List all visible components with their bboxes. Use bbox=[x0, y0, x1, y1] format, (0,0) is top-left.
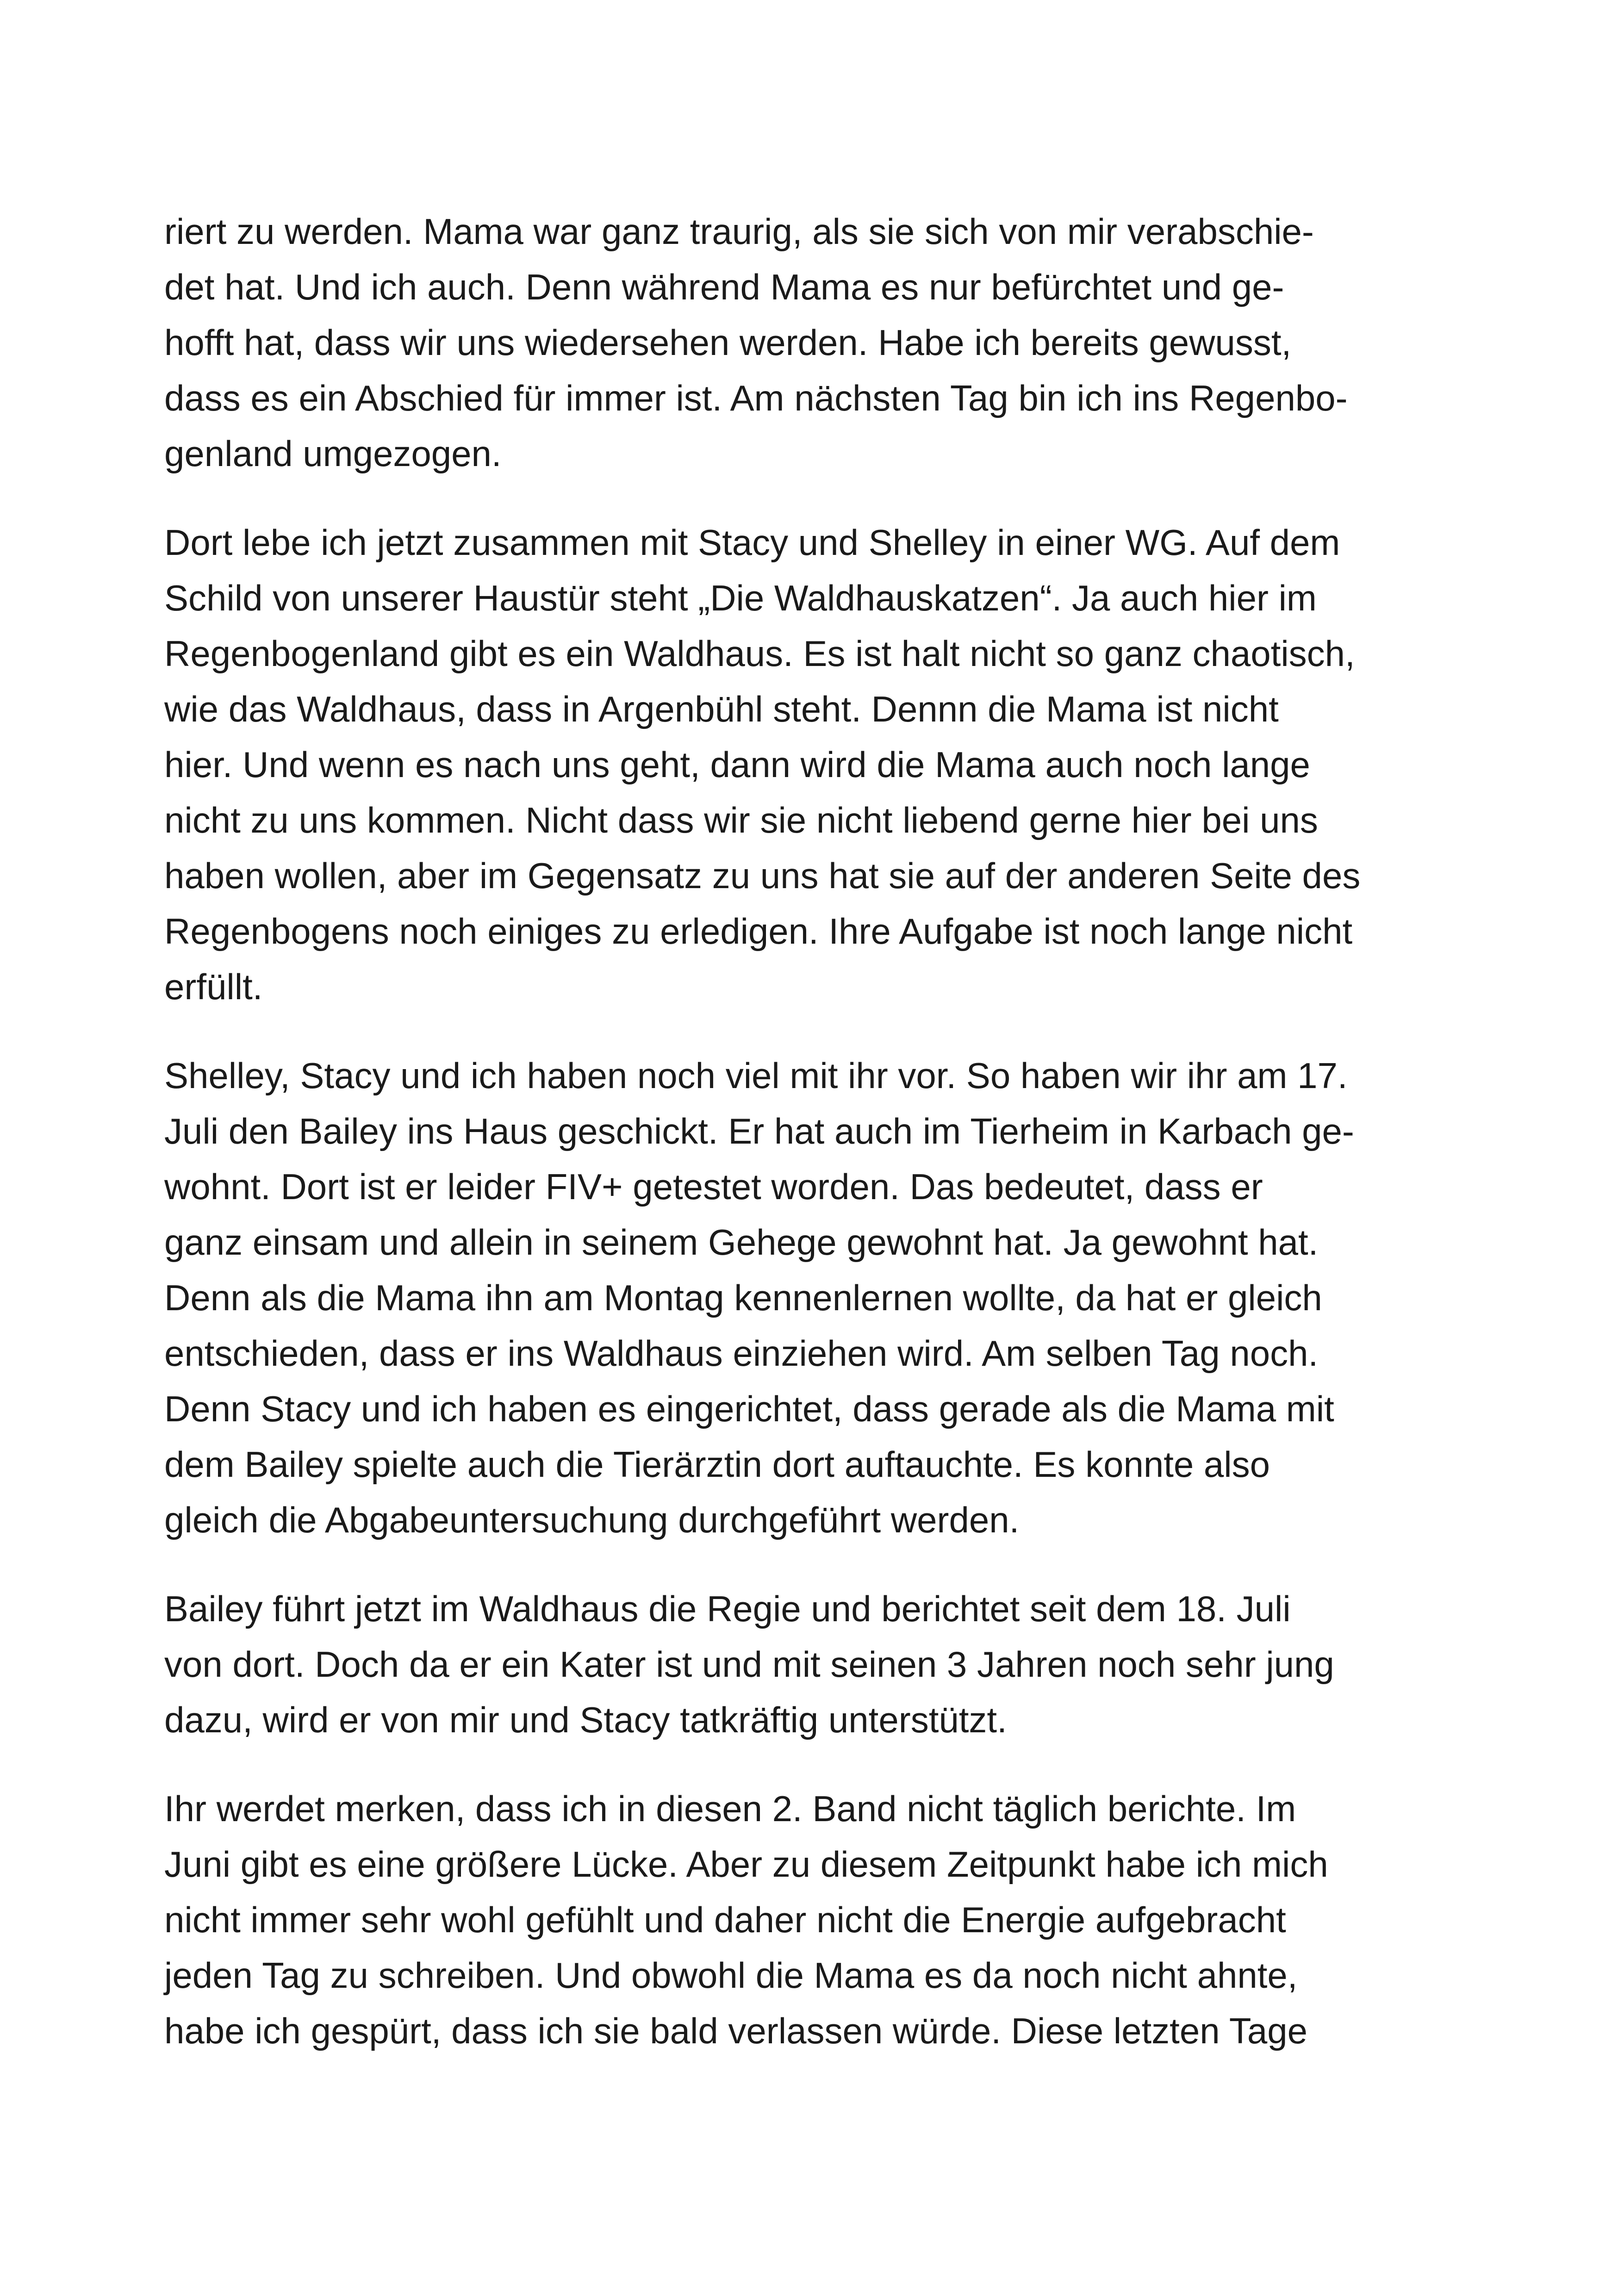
text-line: dem Bailey spielte auch die Tierärztin dort auftauchte. Es konnte also bbox=[164, 1444, 1270, 1485]
text-line: genland umgezogen. bbox=[164, 433, 502, 474]
text-line: nicht zu uns kommen. Nicht dass wir sie nicht liebend gerne hier bei uns bbox=[164, 800, 1318, 840]
text-line: ganz einsam und allein in seinem Gehege gewohnt hat. Ja gewohnt hat. bbox=[164, 1222, 1319, 1263]
paragraph-1 bbox=[164, 204, 1460, 481]
text-line: Denn als die Mama ihn am Montag kennenlernen wollte, da hat er gleich bbox=[164, 1277, 1322, 1318]
text-line: haben wollen, aber im Gegensatz zu uns hat sie auf der anderen Seite des bbox=[164, 855, 1361, 896]
text-line: Regenbogens noch einiges zu erledigen. Ihre Aufgabe ist noch lange nicht bbox=[164, 911, 1353, 952]
text-line: det hat. Und ich auch. Denn während Mama es nur befürchtet und ge- bbox=[164, 267, 1284, 307]
text-line: habe ich gespürt, dass ich sie bald verlassen würde. Diese letzten Tage bbox=[164, 2010, 1307, 2051]
text-line: Ihr werdet merken, dass ich in diesen 2. Band nicht täglich berichte. Im bbox=[164, 1788, 1296, 1829]
text-line: Regenbogenland gibt es ein Waldhaus. Es ist halt nicht so ganz chaotisch, bbox=[164, 633, 1355, 674]
text-line: erfüllt. bbox=[164, 966, 263, 1007]
text-line: jeden Tag zu schreiben. Und obwohl die Mama es da noch nicht ahnte, bbox=[164, 1955, 1298, 1996]
text-line: Bailey führt jetzt im Waldhaus die Regie und berichtet seit dem 18. Juli bbox=[164, 1588, 1291, 1629]
text-line: entschieden, dass er ins Waldhaus einziehen wird. Am selben Tag noch. bbox=[164, 1333, 1319, 1374]
text-line: wie das Waldhaus, dass in Argenbühl steht. Dennn die Mama ist nicht bbox=[164, 689, 1279, 729]
text-line: Shelley, Stacy und ich haben noch viel mit ihr vor. So haben wir ihr am 17. bbox=[164, 1055, 1348, 1096]
paragraph-3 bbox=[164, 1048, 1460, 1548]
text-line: dass es ein Abschied für immer ist. Am nächsten Tag bin ich ins Regenbo- bbox=[164, 378, 1348, 418]
text-line: hofft hat, dass wir uns wiedersehen werden. Habe ich bereits gewusst, bbox=[164, 322, 1292, 363]
text-line: Denn Stacy und ich haben es eingerichtet, dass gerade als die Mama mit bbox=[164, 1388, 1334, 1429]
text-line: nicht immer sehr wohl gefühlt und daher nicht die Energie aufgebracht bbox=[164, 1899, 1286, 1940]
body-text bbox=[164, 204, 1460, 2092]
paragraph-5 bbox=[164, 1781, 1460, 2059]
paragraph-2 bbox=[164, 515, 1460, 1014]
text-line: hier. Und wenn es nach uns geht, dann wird die Mama auch noch lange bbox=[164, 744, 1310, 785]
text-line: wohnt. Dort ist er leider FIV+ getestet worden. Das bedeutet, dass er bbox=[164, 1166, 1263, 1207]
text-line: dazu, wird er von mir und Stacy tatkräftig unterstützt. bbox=[164, 1699, 1007, 1740]
text-line: riert zu werden. Mama war ganz traurig, als sie sich von mir verabschie- bbox=[164, 211, 1314, 252]
text-line: Schild von unserer Haustür steht „Die Waldhauskatzen“. Ja auch hier im bbox=[164, 578, 1317, 618]
text-line: von dort. Doch da er ein Kater ist und mit seinen 3 Jahren noch sehr jung bbox=[164, 1644, 1334, 1685]
text-line: gleich die Abgabeuntersuchung durchgeführt werden. bbox=[164, 1500, 1020, 1540]
text-line: Dort lebe ich jetzt zusammen mit Stacy und Shelley in einer WG. Auf dem bbox=[164, 522, 1340, 563]
text-line: Juli den Bailey ins Haus geschickt. Er hat auch im Tierheim in Karbach ge- bbox=[164, 1111, 1354, 1151]
text-line: Juni gibt es eine größere Lücke. Aber zu diesem Zeitpunkt habe ich mich bbox=[164, 1844, 1328, 1885]
paragraph-4 bbox=[164, 1581, 1460, 1748]
